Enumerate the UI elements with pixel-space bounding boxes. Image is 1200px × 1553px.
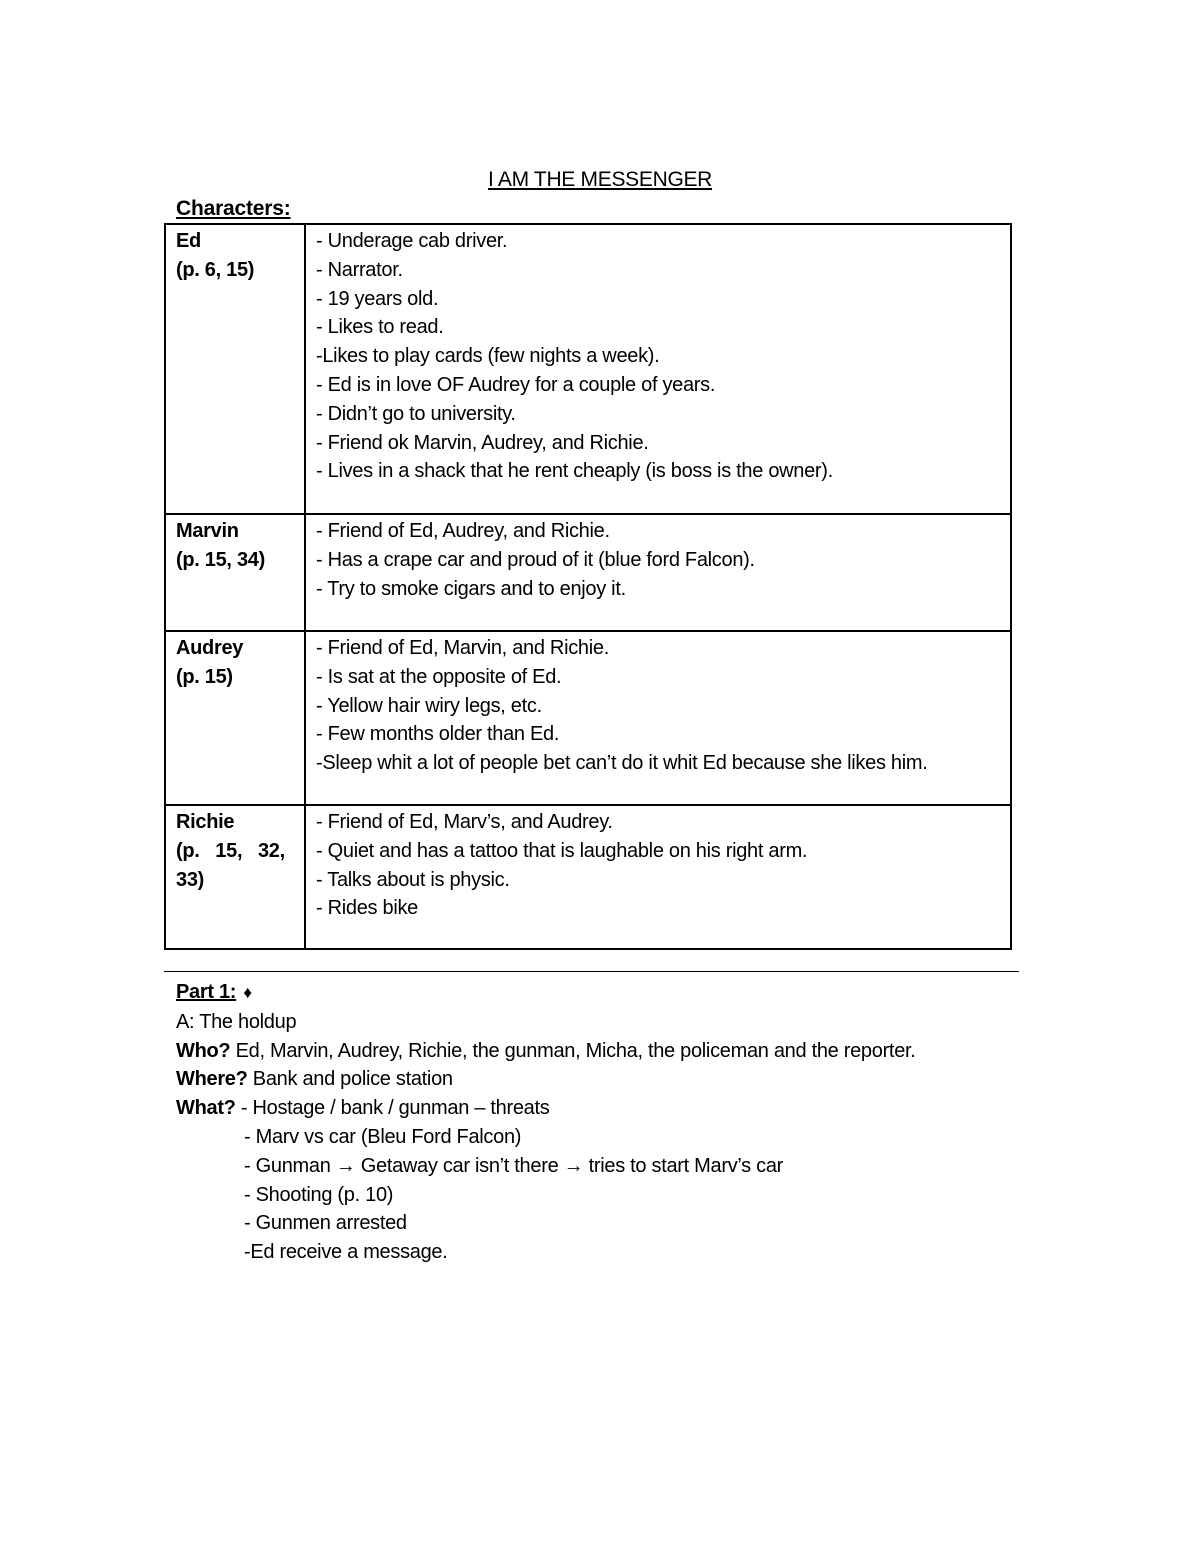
note-line: - Yellow hair wiry legs, etc. <box>316 694 542 717</box>
note-line: - Friend ok Marvin, Audrey, and Richie. <box>316 431 649 454</box>
what-text: - Hostage / bank / gunman – threats <box>235 1097 550 1120</box>
document-title: I AM THE MESSENGER <box>487 168 713 191</box>
note-line: - Friend of Ed, Marvin, and Richie. <box>316 637 609 659</box>
character-notes-cell <box>305 805 1011 949</box>
character-name-cell <box>165 631 305 805</box>
characters-label: Characters: <box>176 197 291 220</box>
what-row <box>176 1094 916 1123</box>
note-line: - Quiet and has a tattoo that is laughable on his right arm. <box>316 839 808 862</box>
note-line: - Talks about is physic. <box>316 868 510 891</box>
note-line: - Likes to read. <box>316 316 444 339</box>
character-notes-cell <box>305 514 1011 631</box>
arrow-right-icon: → <box>335 1154 356 1177</box>
note-line: - Rides bike <box>316 897 418 920</box>
note-line: - Didn’t go to university. <box>316 402 516 425</box>
where-label: Where? <box>176 1068 248 1091</box>
who-label: Who? <box>176 1039 231 1062</box>
what-item <box>176 1152 916 1181</box>
what-item: - Shooting (p. 10) <box>244 1183 394 1206</box>
note-line: - Underage cab driver. <box>316 230 508 252</box>
character-name: Richie <box>176 811 235 833</box>
character-notes-cell <box>305 224 1011 514</box>
what-item-text: - Gunman <box>244 1154 336 1177</box>
note-line: - Lives in a shack that he rent cheaply (is boss is the owner). <box>316 460 833 483</box>
note-line: - 19 years old. <box>316 287 439 310</box>
character-name-cell <box>165 224 305 514</box>
what-item: -Ed receive a message. <box>244 1241 448 1264</box>
where-row <box>176 1065 916 1094</box>
characters-table <box>164 223 1012 950</box>
note-line: -Sleep whit a lot of people bet can’t do it whit Ed because she likes him. <box>316 752 928 775</box>
character-name: Ed <box>176 230 201 252</box>
who-row <box>176 1037 916 1066</box>
what-item-text: Getaway car isn’t there <box>355 1154 564 1177</box>
note-line: -Likes to play cards (few nights a week). <box>316 345 660 368</box>
character-pages-cont: 33) <box>176 868 205 891</box>
arrow-right-icon: → <box>563 1154 584 1177</box>
note-line: - Try to smoke cigars and to enjoy it. <box>316 577 626 600</box>
table-row <box>165 631 1011 805</box>
who-text: Ed, Marvin, Audrey, Richie, the gunman, Micha, the policeman and the reporter. <box>230 1039 916 1062</box>
diamond-icon: ♦ <box>243 983 252 1002</box>
note-line: - Has a crape car and proud of it (blue ford Falcon). <box>316 548 755 571</box>
note-line: - Ed is in love OF Audrey for a couple of years. <box>316 373 716 396</box>
table-row <box>165 805 1011 949</box>
part1-section-title: A: The holdup <box>176 1010 297 1033</box>
part1-heading-row <box>176 978 916 1008</box>
table-row <box>165 224 1011 514</box>
character-pages: (p. 15) <box>176 665 233 688</box>
note-line: - Few months older than Ed. <box>316 723 560 746</box>
section-divider <box>164 971 1019 972</box>
part1-section <box>176 978 916 1267</box>
character-name-cell <box>165 805 305 949</box>
character-pages: (p. 6, 15) <box>176 258 255 281</box>
part1-heading: Part 1: <box>176 981 237 1003</box>
character-name-cell <box>165 514 305 631</box>
what-item: - Gunmen arrested <box>244 1212 407 1235</box>
what-item-text: tries to start Marv’s car <box>583 1154 784 1177</box>
character-name: Marvin <box>176 520 239 542</box>
what-item: - Marv vs car (Bleu Ford Falcon) <box>244 1125 522 1148</box>
where-text: Bank and police station <box>247 1068 453 1091</box>
note-line: - Narrator. <box>316 258 403 281</box>
table-row <box>165 514 1011 631</box>
note-line: - Friend of Ed, Audrey, and Richie. <box>316 520 610 542</box>
what-label: What? <box>176 1097 236 1120</box>
note-line: - Is sat at the opposite of Ed. <box>316 665 562 688</box>
note-line: - Friend of Ed, Marv’s, and Audrey. <box>316 811 613 833</box>
character-pages: (p. 15, 32, <box>176 839 285 862</box>
character-name: Audrey <box>176 637 244 659</box>
character-notes-cell <box>305 631 1011 805</box>
character-pages: (p. 15, 34) <box>176 548 265 571</box>
